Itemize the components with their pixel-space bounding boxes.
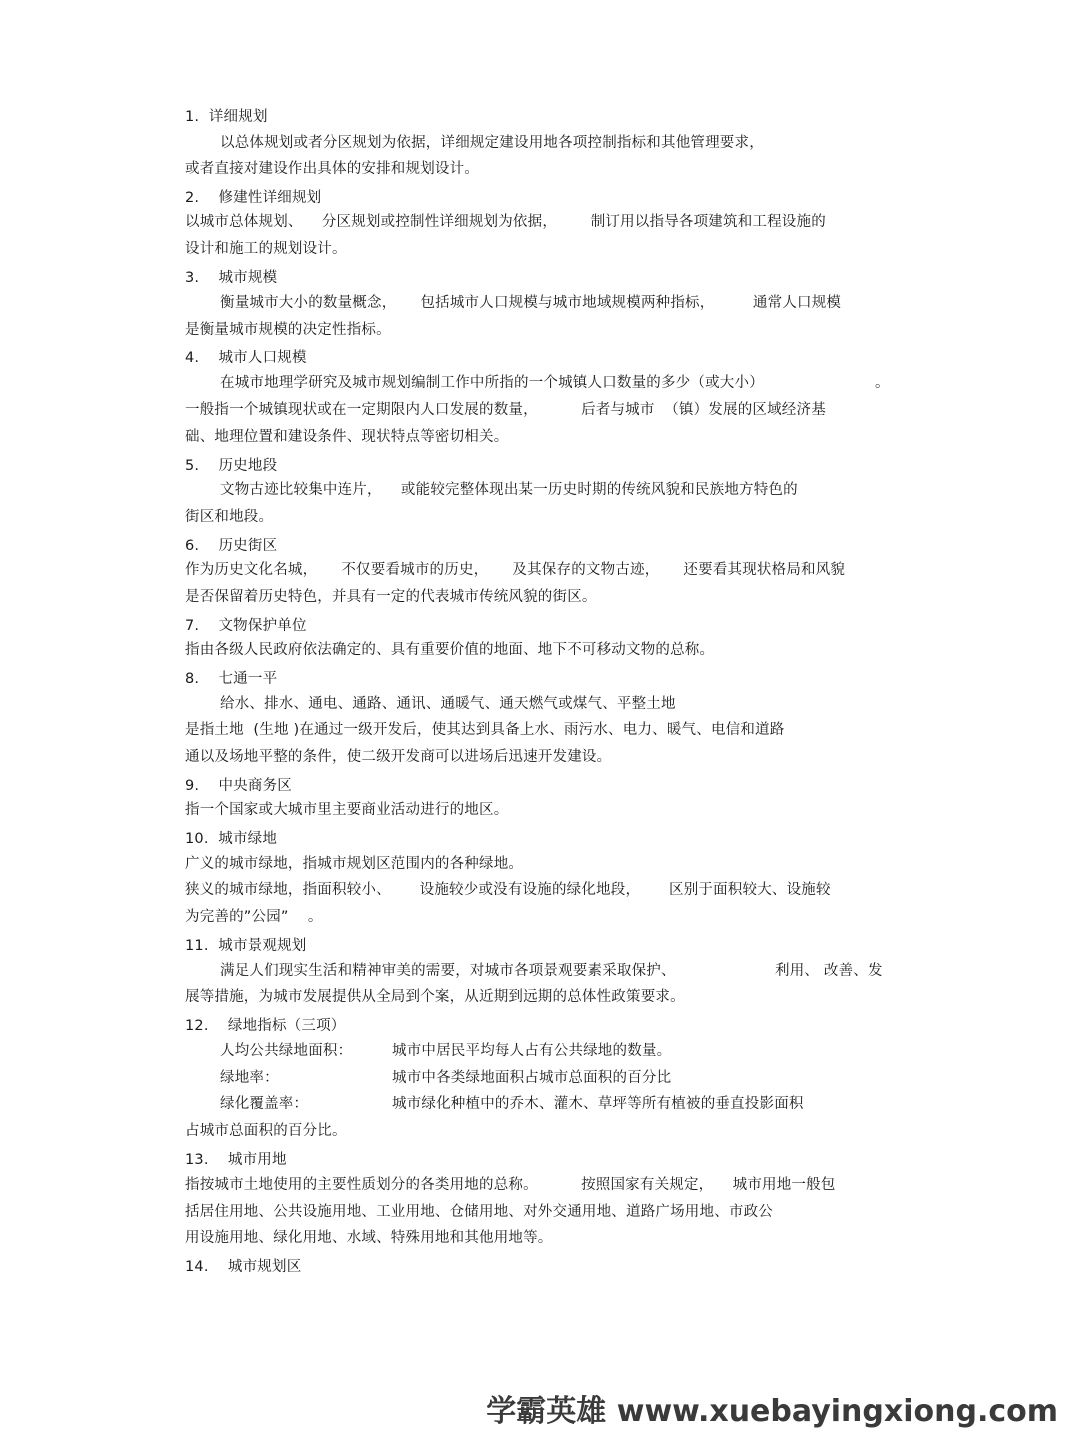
definition-line: 展等措施，为城市发展提供从全局到个案，从近期到远期的总体性政策要求。 [185,989,685,1005]
term-heading: 10. 城市绿地 [185,831,278,847]
term-heading: 11. 城市景观规划 [185,938,307,954]
definition-line: 街区和地段。 [185,509,274,525]
definition-line: 是指土地 (生地 )在通过一级开发后，使其达到具备上水、雨污水、电力、暖气、电信和道路 [185,722,785,738]
definition-line: 指一个国家或大城市里主要商业活动进行的地区。 [185,802,509,818]
term-heading: 7. 文物保护单位 [185,618,307,634]
definition-line: 设计和施工的规划设计。 [185,241,347,257]
definition-line: 文物古迹比较集中连片， 或能较完整体现出某一历史时期的传统风貌和民族地方特色的 [220,482,798,498]
definition-line: 狭义的城市绿地，指面积较小、 设施较少或没有设施的绿化地段， 区别于面积较大、设施较 [185,882,831,898]
term-heading: 5. 历史地段 [185,458,278,474]
term-heading: 12. 绿地指标（三项） [185,1018,346,1034]
term-heading: 3. 城市规模 [185,270,278,286]
term-heading: 13. 城市用地 [185,1152,287,1168]
term-heading: 4. 城市人口规模 [185,350,307,366]
term-heading: 8. 七通一平 [185,671,278,687]
term-heading: 2. 修建性详细规划 [185,190,322,206]
definition-line: 占城市总面积的百分比。 [185,1123,347,1139]
definition-line: 或者直接对建设作出具体的安排和规划设计。 [185,161,479,177]
term-heading: 6. 历史街区 [185,538,278,554]
watermark: 学霸英雄 www.xuebayingxiong.com [486,1394,1058,1429]
definition-line: 以城市总体规划、 分区规划或控制性详细规划为依据， 制订用以指导各项建筑和工程设施的 [185,214,826,230]
definition-line: 广义的城市绿地，指城市规划区范围内的各种绿地。 [185,856,524,872]
definition-line: 指由各级人民政府依法确定的、具有重要价值的地面、地下不可移动文物的总称。 [185,642,715,658]
term-heading: 1. 详细规划 [185,109,268,125]
definition-line: 为完善的”公园” 。 [185,909,323,925]
definition-line: 通以及场地平整的条件，使二级开发商可以进场后迅速开发建设。 [185,749,612,765]
definition-line: 指按城市土地使用的主要性质划分的各类用地的总称。 按照国家有关规定， 城市用地一般包 [185,1177,836,1193]
definition-line: 衡量城市大小的数量概念， 包括城市人口规模与城市地域规模两种指标， 通常人口规模 [220,295,842,311]
term-heading: 9. 中央商务区 [185,778,292,794]
definition-line: 一般指一个城镇现状或在一定期限内人口发展的数量， 后者与城市 （镇）发展的区域经济基 [185,402,826,418]
indicator-label: 人均公共绿地面积： [220,1043,353,1059]
indicator-definition: 城市绿化种植中的乔木、灌木、草坪等所有植被的垂直投影面积 [392,1096,804,1112]
indicator-label: 绿化覆盖率： [220,1096,309,1112]
definition-line: 础、地理位置和建设条件、现状特点等密切相关。 [185,429,509,445]
definition-line: 是衡量城市规模的决定性指标。 [185,322,391,338]
definition-line: 在城市地理学研究及城市规划编制工作中所指的一个城镇人口数量的多少（或大小） [220,375,764,391]
indicator-definition: 城市中居民平均每人占有公共绿地的数量。 [392,1043,672,1059]
definition-line: 括居住用地、公共设施用地、工业用地、仓储用地、对外交通用地、道路广场用地、市政公 [185,1204,773,1220]
definition-line: 用设施用地、绿化用地、水域、特殊用地和其他用地等。 [185,1230,553,1246]
indicator-label: 绿地率： [220,1070,279,1086]
term-heading: 14. 城市规划区 [185,1259,302,1275]
definition-line: 以总体规划或者分区规划为依据，详细规定建设用地各项控制指标和其他管理要求， [220,135,764,151]
definition-line: 。 [875,375,890,391]
definition-line: 是否保留着历史特色，并具有一定的代表城市传统风貌的街区。 [185,589,597,605]
definition-line: 利用、 改善、发 [775,963,883,979]
definition-line: 作为历史文化名城， 不仅要看城市的历史， 及其保存的文物古迹， 还要看其现状格局和风貌 [185,562,846,578]
indicator-definition: 城市中各类绿地面积占城市总面积的百分比 [392,1070,672,1086]
definition-line: 给水、排水、通电、通路、通讯、通暖气、通天燃气或煤气、平整土地 [220,696,676,712]
definition-line: 满足人们现实生活和精神审美的需要，对城市各项景观要素采取保护、 [220,963,676,979]
